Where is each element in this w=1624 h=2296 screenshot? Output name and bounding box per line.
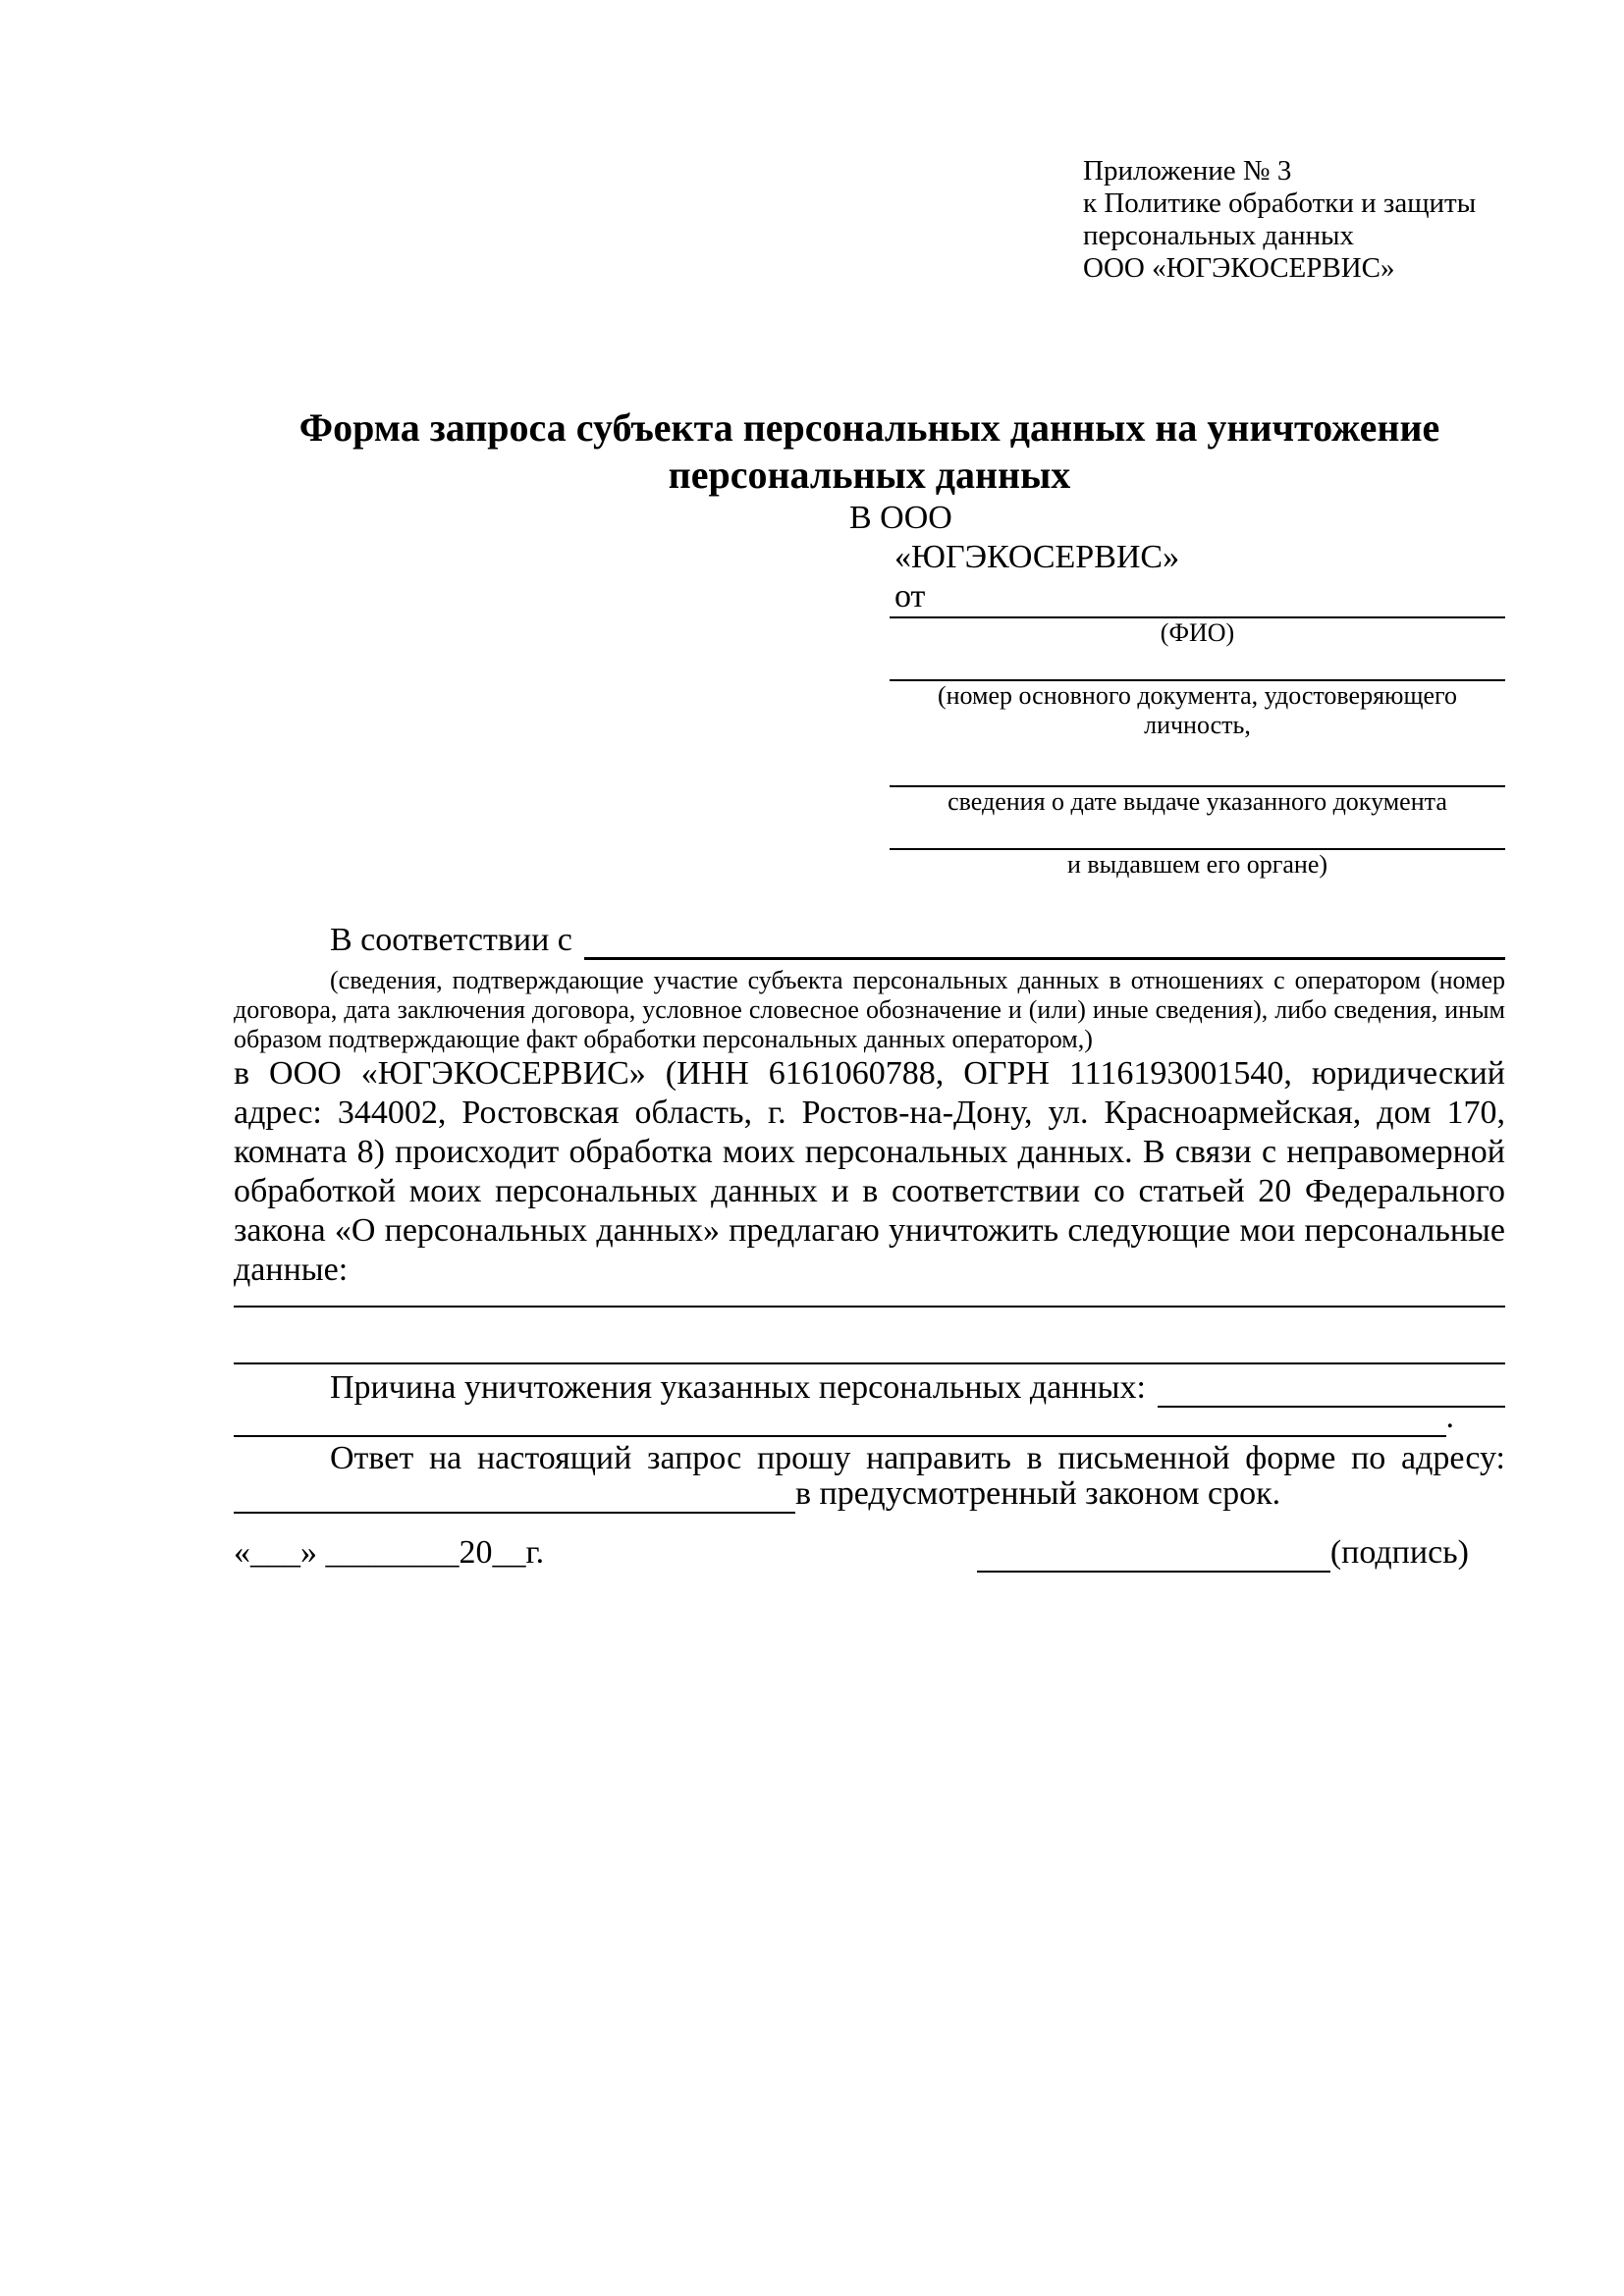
reply-address-row: [234, 1474, 1505, 1514]
data-blank-line-1: [234, 1306, 1505, 1308]
date-signature-row: [234, 1533, 1505, 1573]
reason-period: .: [1445, 1399, 1454, 1435]
signature-blank-line: [977, 1533, 1330, 1573]
fio-caption: (ФИО): [1160, 618, 1235, 647]
issue-date-caption: сведения о дате выдаче указанного документа: [947, 787, 1447, 816]
field-document-number: [890, 679, 1505, 740]
reply-address-blank-line: [234, 1474, 795, 1514]
reason-blank-line-2: [234, 1398, 1446, 1437]
field-issuing-authority: [890, 848, 1505, 880]
appendix-line-4: ООО «ЮГЭКОСЕРВИС»: [1083, 252, 1395, 284]
reply-sentence: Ответ на настоящий запрос прошу направить в письменной форме по адресу:: [330, 1440, 1505, 1476]
addressee-block: [234, 499, 1505, 616]
signature-caption: (подпись): [1329, 1534, 1469, 1571]
appendix-block: [1083, 155, 1505, 285]
field-fio: [890, 616, 1505, 648]
accordance-blank-line: [584, 921, 1505, 960]
addressee-to: В ООО: [849, 500, 952, 536]
date-line: «___» ________20__г.: [234, 1534, 545, 1571]
addressee-company: «ЮГЭКОСЕРВИС»: [894, 539, 1180, 575]
accordance-row: [234, 921, 1505, 960]
document-title: Форма запроса субъекта персональных данных на уничтожение персональных данных: [298, 405, 1440, 497]
accordance-label: В соответствии с: [330, 922, 572, 958]
accordance-note: (сведения, подтверждающие участие субъекта персональных данных в отношениях с оператором (номер договора, дата заключения договора, условное словесное обозначение и (или) иные сведения), либо сведения, иным образом подтверждающие факт обработки персональных данных оператором,): [234, 966, 1505, 1053]
reason-continuation-row: [234, 1398, 1505, 1437]
document-number-caption: (номер основного документа, удостоверяющего личность,: [937, 681, 1458, 739]
signature-group: [977, 1533, 1469, 1573]
appendix-line-3: персональных данных: [1083, 220, 1355, 251]
reply-suffix: в предусмотренный законом срок.: [795, 1475, 1281, 1512]
main-paragraph: в ООО «ЮГЭКОСЕРВИС» (ИНН 6161060788, ОГРН 1116193001540, юридический адрес: 344002, Ростовская область, г. Ростов-на-Дону, ул. Красноармейская, дом 170, комната 8) происходит обработка моих персональных данных. В связи с неправомерной обработкой моих персональных данных и в соответствии со статьей 20 Федерального закона «О персональных данных» предлагаю уничтожить следующие мои персональные данные:: [234, 1055, 1505, 1288]
appendix-line-1: Приложение № 3: [1083, 155, 1292, 187]
appendix-line-2: к Политике обработки и защиты: [1083, 187, 1477, 219]
issuing-authority-caption: и выдавшем его органе): [1066, 850, 1328, 879]
reason-label: Причина уничтожения указанных персональных данных:: [330, 1369, 1146, 1406]
data-blank-line-2: [234, 1362, 1505, 1364]
field-issue-date: [890, 785, 1505, 817]
addressee-from: от: [894, 578, 926, 614]
